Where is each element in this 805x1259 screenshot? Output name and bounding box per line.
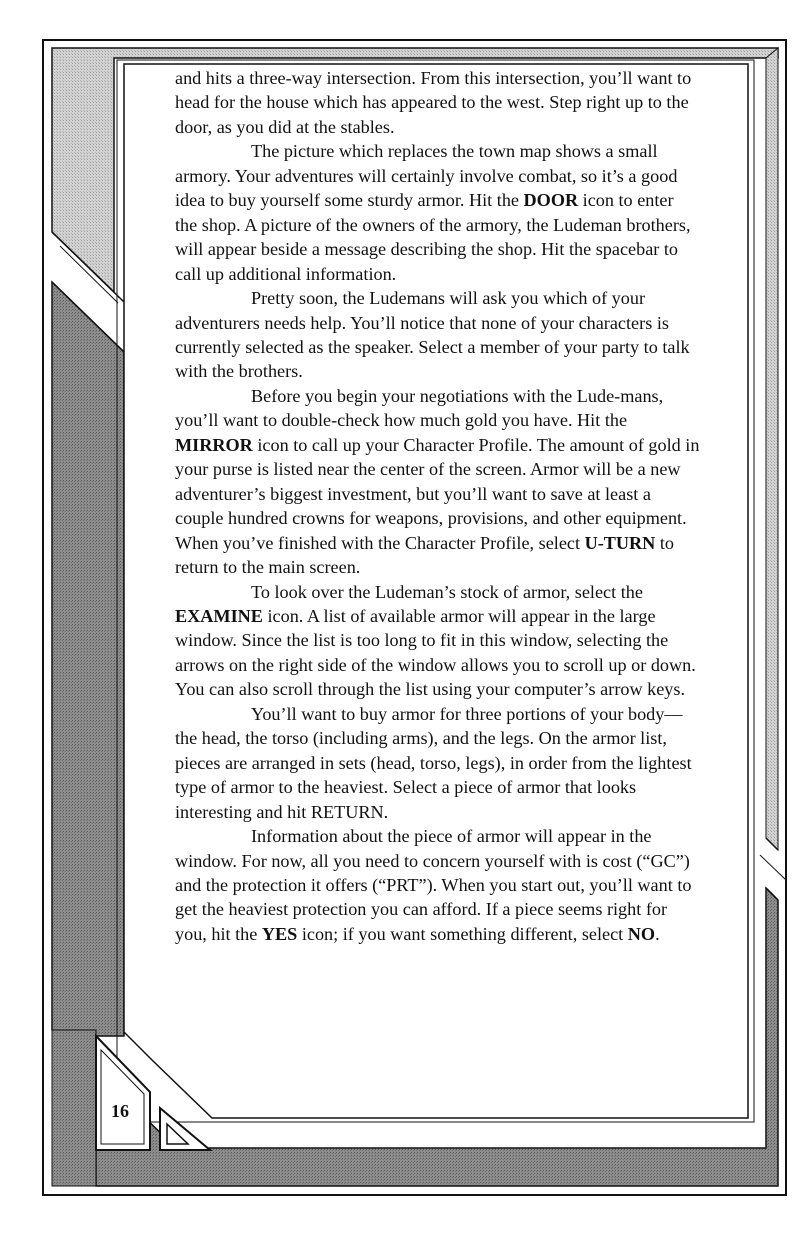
bold-term: EXAMINE	[175, 605, 263, 626]
paragraph	[175, 139, 700, 286]
page-number: 16	[111, 1101, 129, 1121]
text-run: icon to enter the shop. A picture of the owners of the armory, the Ludeman brothers, will appear beside a message describing the shop. Hit the spacebar to call up additional information.	[175, 190, 691, 284]
body-text	[175, 66, 700, 946]
text-run: Before you begin your negotiations with the Lude-mans, you’ll want to double-check how much gold you have. Hit the	[175, 385, 664, 431]
bold-term: U-TURN	[584, 532, 656, 553]
bold-term: DOOR	[523, 190, 579, 211]
text-run: The picture which replaces the town map shows a small armory. Your adventures will certainly involve combat, so it’s a good idea to buy yourself some sturdy armor. Hit the	[175, 141, 678, 211]
paragraph	[175, 702, 700, 824]
bold-term: YES	[261, 923, 298, 944]
text-run: .	[655, 923, 660, 944]
text-run: to return to the main screen.	[175, 532, 675, 578]
text-run: icon. A list of available armor will appear in the large window. Since the list is too long to fit in this window, selecting the arrows on the right side of the window allows you to scroll up or down. You can also scroll through the list using your computer’s arrow keys.	[175, 605, 696, 700]
paragraph	[175, 66, 700, 139]
paragraph	[175, 580, 700, 702]
text-run: and hits a three-way intersection. From this intersection, you’ll want to head for the house which has appeared to the west. Step right up to the door, as you did at the stables.	[175, 68, 692, 137]
bold-term: NO	[627, 923, 656, 944]
text-run: Information about the piece of armor will appear in the window. For now, all you need to concern yourself with is cost (“GC”) and the protection it offers (“PRT”). When you start out, you’ll want to get the heaviest protection you can afford. If a piece seems right for you, hit the	[175, 826, 692, 944]
text-run: icon to call up your Character Profile. The amount of gold in your purse is listed near the center of the screen. Armor will be a new adventurer’s biggest investment, but you’ll want to save at least a couple hundred crowns for weapons, provisions, and other equipment. When you’ve finished with the Character Profile, select	[175, 434, 700, 553]
paragraph	[175, 384, 700, 580]
text-run: You’ll want to buy armor for three portions of your body—the head, the torso (including arms), and the legs. On the armor list, pieces are arranged in sets (head, torso, legs), in order from the lightest type of armor to the heaviest. Select a piece of armor that looks interesting and hit RETURN.	[175, 703, 692, 822]
text-run: icon; if you want something different, select	[297, 923, 628, 944]
bold-term: MIRROR	[175, 434, 253, 455]
paragraph	[175, 286, 700, 384]
text-run: Pretty soon, the Ludemans will ask you which of your adventurers needs help. You’ll notice that none of your characters is currently selected as the speaker. Select a member of your party to talk with the brothers.	[175, 288, 690, 382]
paragraph	[175, 824, 700, 946]
text-run: To look over the Ludeman’s stock of armor, select the	[251, 581, 643, 602]
